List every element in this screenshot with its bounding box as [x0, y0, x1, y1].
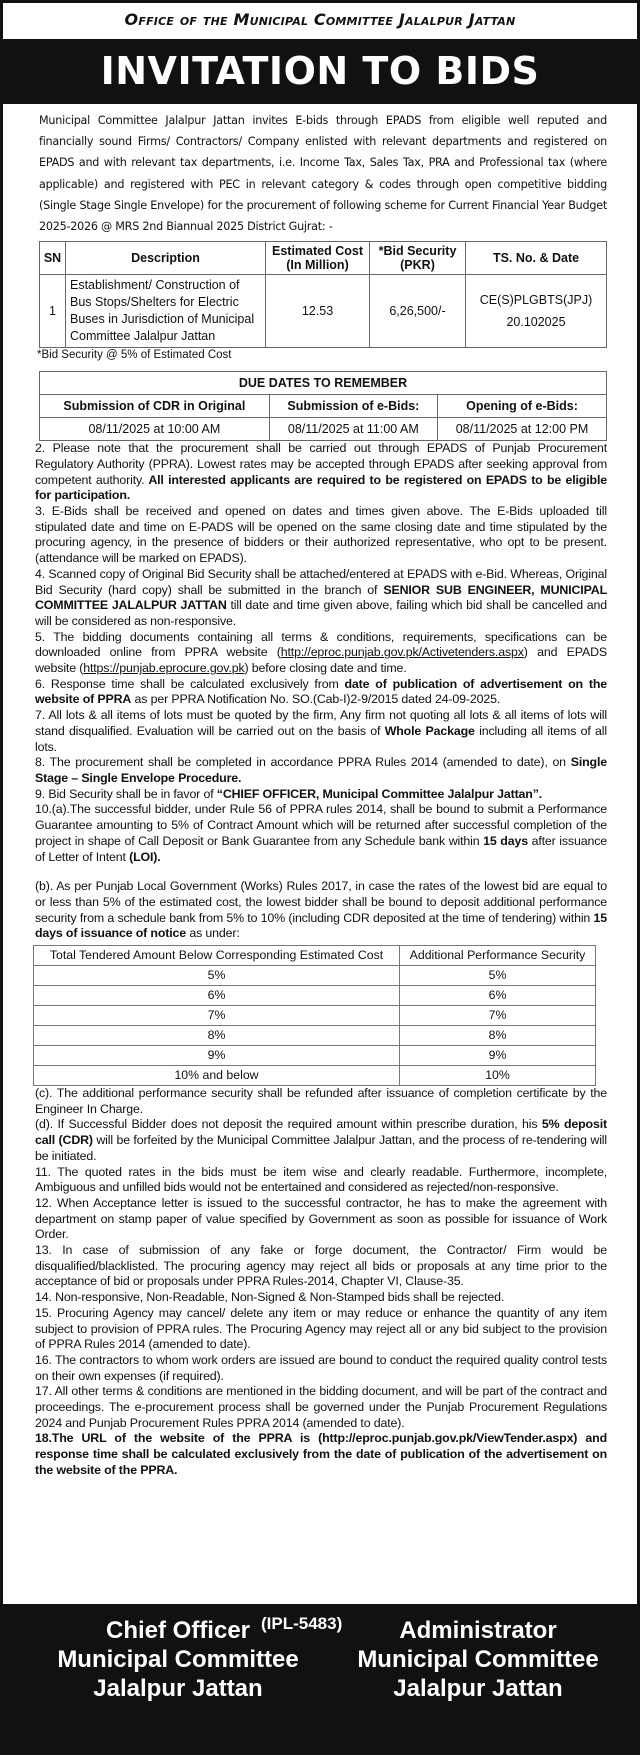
header-sn: SN — [40, 242, 66, 275]
clause-13: 13. In case of submission of any fake or forge document, the Contractor/ Firm would be disqualified/blacklisted. The procuring agency may reject all bids or proposals at any time prior to the acceptance of bid or proposals under PPRA Rules-2014, Chapter VI, Clause-35. — [35, 1243, 607, 1289]
clause-10b: (b). As per Punjab Local Government (Works) Rules 2017, in case the rates of the lowest bid are equal to or less than 5% of the estimated cost, the lowest bidder shall be bound to deposit additional performance security from a schedule bank from 5% to 10% (including CDR deposited at the time of tendering) within 15 days of issuance of notice as under: — [35, 879, 607, 941]
page-title: INVITATION TO BIDS — [3, 39, 637, 104]
clause-12: 12. When Acceptance letter is issued to the successful contractor, he has to make the agreement with department on stamp paper of value specified by Government as soon as possible for issuance of Work Order. — [35, 1195, 607, 1242]
cell-sn: 1 — [40, 275, 66, 348]
signatory-administrator: Administrator Municipal Committee Jalalpur Jattan — [357, 1617, 599, 1702]
clause-4: 4. Scanned copy of Original Bid Security shall be attached/entered at EPADS with e-Bid. Whereas, Original Bid Security (hard copy) shall be submitted in the branch of SENIOR SUB ENGINEER, MUNICIPAL COMMITTEE JALALPUR JATTAN till date and time given above, failing which bid shall be cancelled and will be considered as non-responsive. — [35, 566, 608, 628]
clause-15: 15. Procuring Agency may cancel/ delete any item or may reduce or enhance the quantity of any item subject to provision of PPRA rules. The Procuring Agency may reject all or any bid subject to the provision of PPRA Rules 2014 (amended to date). — [35, 1305, 607, 1352]
due-submission-value: 08/11/2025 at 11:00 AM — [269, 418, 437, 441]
clause-9: 9. Bid Security shall be in favor of “CHIEF OFFICER, Municipal Committee Jalalpur Jattan”. — [35, 786, 543, 801]
clause-6: 6. Response time shall be calculated exclusively from date of publication of advertisement on the website of PPRA as per PPRA Notification No. SO.(Cab-I)2-9/2015 dated 24-09-2025. — [35, 676, 607, 707]
scheme-table — [39, 241, 607, 348]
clause-10a: 10.(a).The successful bidder, under Rule 56 of PPRA rules 2014, shall be bound to submit a Performance Guarantee amounting to 5% of Contract Amount which will be returned after successful completion of the project in shape of Call Deposit or Bank Guarantee from any Schedule bank within 15 days after issuance of Letter of Intent (LOI). — [35, 802, 607, 864]
table-row: 8% 8% — [34, 1026, 596, 1046]
header-estimated-cost: Estimated Cost (In Million) — [266, 242, 370, 275]
ppra-link[interactable]: http://eproc.punjab.gov.pk/Activetenders.aspx — [280, 645, 524, 660]
table-row: 7% 7% — [34, 1006, 596, 1026]
signature-footer — [3, 1604, 637, 1752]
header-ts-no: TS. No. & Date — [466, 242, 607, 275]
epads-link[interactable]: https://punjab.eprocure.gov.pk — [83, 661, 245, 676]
cell-ts-no — [466, 275, 607, 348]
due-dates-table — [39, 371, 607, 441]
clause-18: 18.The URL of the website of the PPRA is (http://eproc.punjab.gov.pk/ViewTender.aspx) and response time shall be calculated exclusively from the date of publication of the advertisement on the website of the PPRA. — [35, 1431, 607, 1477]
clause-8: 8. The procurement shall be completed in accordance PPRA Rules 2014 (amended to date), on Single Stage – Single Envelope Procedure. — [35, 755, 607, 785]
notice-body — [3, 110, 637, 1479]
clause-10d: (d). If Successful Bidder does not deposit the required amount within prescribe duration, his 5% deposit call (CDR) will be forfeited by the Municipal Committee Jalalpur Jattan, and the process of re-tendering will be initiated. — [35, 1117, 607, 1163]
header-bid-security: *Bid Security (PKR) — [370, 242, 466, 275]
table-row: 6% 6% — [34, 986, 596, 1006]
ts-number: CE(S)PLGBTS(JPJ) — [479, 293, 593, 308]
header-description: Description — [66, 242, 266, 275]
clause-17: 17. All other terms & conditions are mentioned in the bidding document, and will be part of the contract and proceedings. The e-procurement process shall be governed under the Punjab Procurement Regulations 2024 and Punjab Procurement Rules PPRA 2014 (amended to date). — [35, 1384, 607, 1430]
clause-10c: (c). The additional performance security shall be refunded after issuance of completion certificate by the Engineer In Charge. — [35, 1086, 607, 1116]
performance-security-table — [33, 945, 596, 1086]
cell-bid-security: 6,26,500/- — [370, 275, 466, 348]
header-additional-security: Additional Performance Security — [400, 946, 596, 966]
ipl-number: (IPL-5483) — [261, 1614, 343, 1633]
due-submission-label: Submission of e-Bids: — [269, 395, 437, 418]
clause-5: 5. The bidding documents containing all terms & conditions, requirements, specifications can be downloaded online from PPRA website (http://eproc.punjab.gov.pk/Activetenders.aspx) and EPADS website (https://punjab.eprocure.gov.pk) before closing date and time. — [35, 629, 607, 676]
clause-2: 2. Please note that the procurement shall be carried out through EPADS of Punjab Procurement Regulatory Authority (PPRA). Lowest rates may be accepted through EPADS after seeking approval from competent authority. All interested applicants are required to be registered on EPADS to be eligible for participation. — [35, 441, 607, 503]
header-tendered-amount: Total Tendered Amount Below Corresponding Estimated Cost — [34, 946, 400, 966]
due-opening-value: 08/11/2025 at 12:00 PM — [438, 418, 607, 441]
clause-11: 11. The quoted rates in the bids must be item wise and clearly readable. Furthermore, incomplete, Ambiguous and unfilled bids would not be entertained and considered as rejected/non-responsive. — [35, 1164, 607, 1195]
table-row: 10% and below 10% — [34, 1066, 596, 1086]
table-row: 9% 9% — [34, 1046, 596, 1066]
clause-14: 14. Non-responsive, Non-Readable, Non-Signed & Non-Stamped bids shall be rejected. — [35, 1290, 505, 1305]
clause-16: 16. The contractors to whom work orders are issued are bound to conduct the required quality control tests on their own expenses (if required). — [35, 1352, 607, 1383]
table-row — [40, 275, 607, 348]
due-cdr-value: 08/11/2025 at 10:00 AM — [40, 418, 270, 441]
table-header-row — [40, 242, 607, 275]
intro-paragraph: Municipal Committee Jalalpur Jattan invites E-bids through EPADS from eligible well reputed and financially sound Firms/ Contractors/ Company enlisted with relevant departments and registered on EPADS and with relevant tax departments, i.e. Income Tax, Sales Tax, PRA and Professional tax (where applicable) and registered with PEC in relevant category & codes through open competitive bidding (Single Stage Single Envelope) for the procurement of following scheme for Current Financial Year Budget 2025-2026 @ MRS 2nd Biannual 2025 District Gujrat: - — [39, 114, 607, 234]
table-row: 5% 5% — [34, 966, 596, 986]
office-heading: Office of the Municipal Committee Jalalpur Jattan — [124, 10, 516, 29]
due-dates-title: DUE DATES TO REMEMBER — [40, 372, 607, 395]
due-opening-label: Opening of e-Bids: — [438, 395, 607, 418]
clause-7: 7. All lots & all items of lots must be quoted by the firm, Any firm not quoting all lots & all items of lots will stand disqualified. Evaluation will be carried out on the basis of Whole Package including all items of all lots. — [35, 708, 607, 754]
signatory-chief-officer: Chief Officer Municipal Committee Jalalpur Jattan — [57, 1617, 299, 1702]
ts-date: 20.102025 — [506, 315, 566, 330]
due-cdr-label: Submission of CDR in Original — [40, 395, 270, 418]
clause-3: 3. E-Bids shall be received and opened on dates and times given above. The E-Bids uploaded till stipulated date and time on E-PADS will be opened on the same closing date and time stipulated by the procuring agency, in the presence of bidders or their authorized representative, who opt to be present. (attendance will be marked on EPADS). — [35, 504, 607, 566]
bid-security-note: *Bid Security @ 5% of Estimated Cost — [37, 349, 232, 362]
cell-description: Establishment/ Construction of Bus Stops/Shelters for Electric Buses in Jurisdiction of Municipal Committee Jalalpur Jattan — [66, 275, 266, 348]
cell-estimated-cost: 12.53 — [266, 275, 370, 348]
